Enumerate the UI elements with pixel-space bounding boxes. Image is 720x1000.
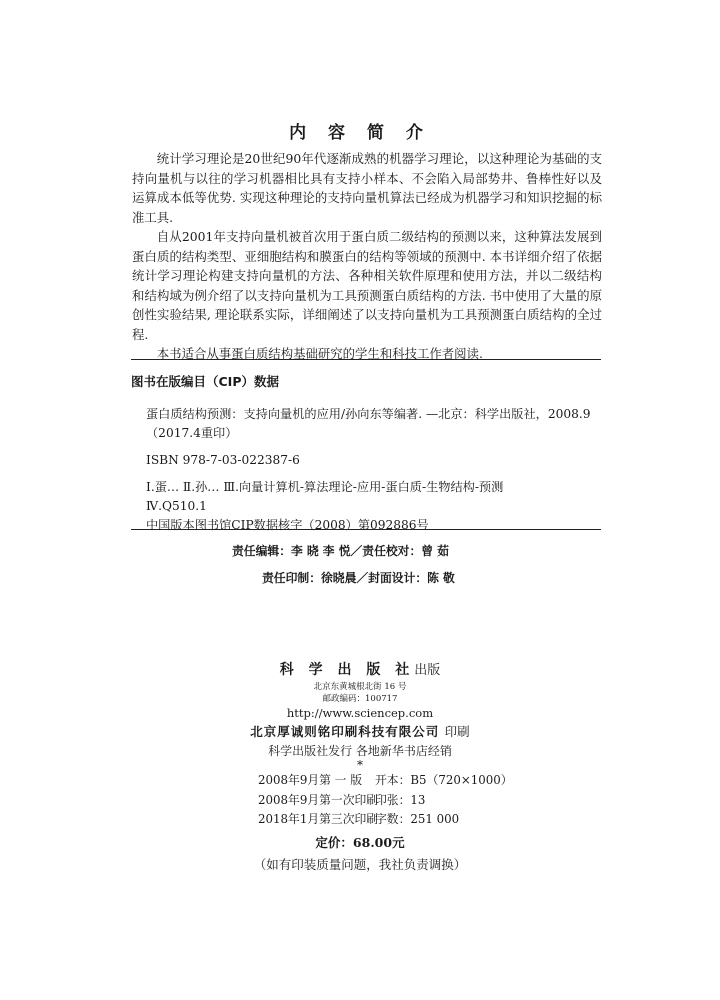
publisher-name <box>0 660 720 681</box>
spec-row <box>258 810 558 830</box>
publisher-name-text: 科 学 出 版 社 <box>279 662 415 678</box>
price-value: 68.00元 <box>352 835 405 850</box>
editors-line-2: 责任印制：徐晓晨／封面设计：陈 敬 <box>262 571 455 585</box>
distribution-line: 科学出版社发行 各地新华书店经销 <box>268 744 452 758</box>
cip-heading: 图书在版编目（CIP）数据 <box>131 359 601 390</box>
cip-verification: 中国版本图书馆CIP数据核字（2008）第092886号 <box>146 518 429 532</box>
intro-text <box>132 149 602 364</box>
cip-classification: Ⅰ.蛋… Ⅱ.孙… Ⅲ.向量计算机-算法理论-应用-蛋白质-生物结构-预测 <box>146 480 504 494</box>
page-title: 内 容 简 介 <box>289 123 431 143</box>
editors-line-1: 责任编辑：李 晓 李 悦／责任校对：曾 茹 <box>232 544 449 558</box>
cip-isbn: ISBN 978-7-03-022387-6 <box>146 453 300 467</box>
spec-format: 开本：B5（720×1000） <box>375 773 513 787</box>
intro-paragraph-3: 本书适合从事蛋白质结构基础研究的学生和科技工作者阅读. <box>156 346 483 361</box>
intro-paragraph-2: 自从2001年支持向量机被首次用于蛋白质二级结构的预测以来，这种算法发展到蛋白质的结构类型、亚细胞结构和膜蛋白的结构等领域的预测中. 本书详细介绍了依据统计学习理论构建支持向量机的方法、各种相关软件原理和使用方法，并以二级结构和结构域为例介绍了以支持向量机为工具预测蛋白质结构的方法. 书中使用了大量的原创性实验结果, 理论联系实际，详细阐述了以支持向量机为工具预测蛋白质结构的全过程. <box>132 229 602 342</box>
cip-class-number: Ⅳ.Q510.1 <box>146 499 207 513</box>
editors-block <box>130 538 600 592</box>
printer-name-text: 北京厚诚则铭印刷科技有限公司 <box>250 724 440 739</box>
edition-specs <box>258 771 558 830</box>
cip-block <box>146 405 596 535</box>
divider <box>131 529 601 530</box>
spec-row <box>258 791 558 811</box>
price-line <box>0 833 720 853</box>
printer-suffix: 印刷 <box>444 724 470 739</box>
price-label: 定价： <box>315 835 353 850</box>
star-separator: * <box>357 758 363 772</box>
publisher-url: http://www.sciencep.com <box>286 706 434 720</box>
cip-reprint-line: （2017.4重印） <box>146 426 238 440</box>
publisher-suffix: 出版 <box>414 663 441 678</box>
quality-note: （如有印装质量问题，我社负责调换） <box>253 857 467 872</box>
publisher-postcode: 邮政编码：100717 <box>322 694 398 704</box>
spec-word-count: 字数：251 000 <box>375 812 460 826</box>
spec-first-print: 2008年9月第一次印刷 <box>258 792 379 807</box>
spec-sheets: 印张：13 <box>375 792 426 807</box>
intro-paragraph-1: 统计学习理论是20世纪90年代逐渐成熟的机器学习理论，以这种理论为基础的支持向量机与以往的学习机器相比具有支持小样本、不会陷入局部势井、鲁棒性好以及运算成本低等优势. 实现这种理论的支持向量机算法已经成为机器学习和知识挖掘的标准工具. <box>132 151 602 225</box>
spec-edition: 2008年9月第 一 版 <box>258 773 363 787</box>
spec-row <box>258 771 558 791</box>
cip-title-line: 蛋白质结构预测：支持向量机的应用/孙向东等编著. —北京：科学出版社，2008.9 <box>146 407 591 421</box>
publisher-block <box>0 660 720 770</box>
spec-third-print: 2018年1月第三次印刷 <box>258 812 379 826</box>
publisher-address: 北京东黄城根北街 16 号 <box>313 682 407 692</box>
printer-name <box>0 722 720 742</box>
